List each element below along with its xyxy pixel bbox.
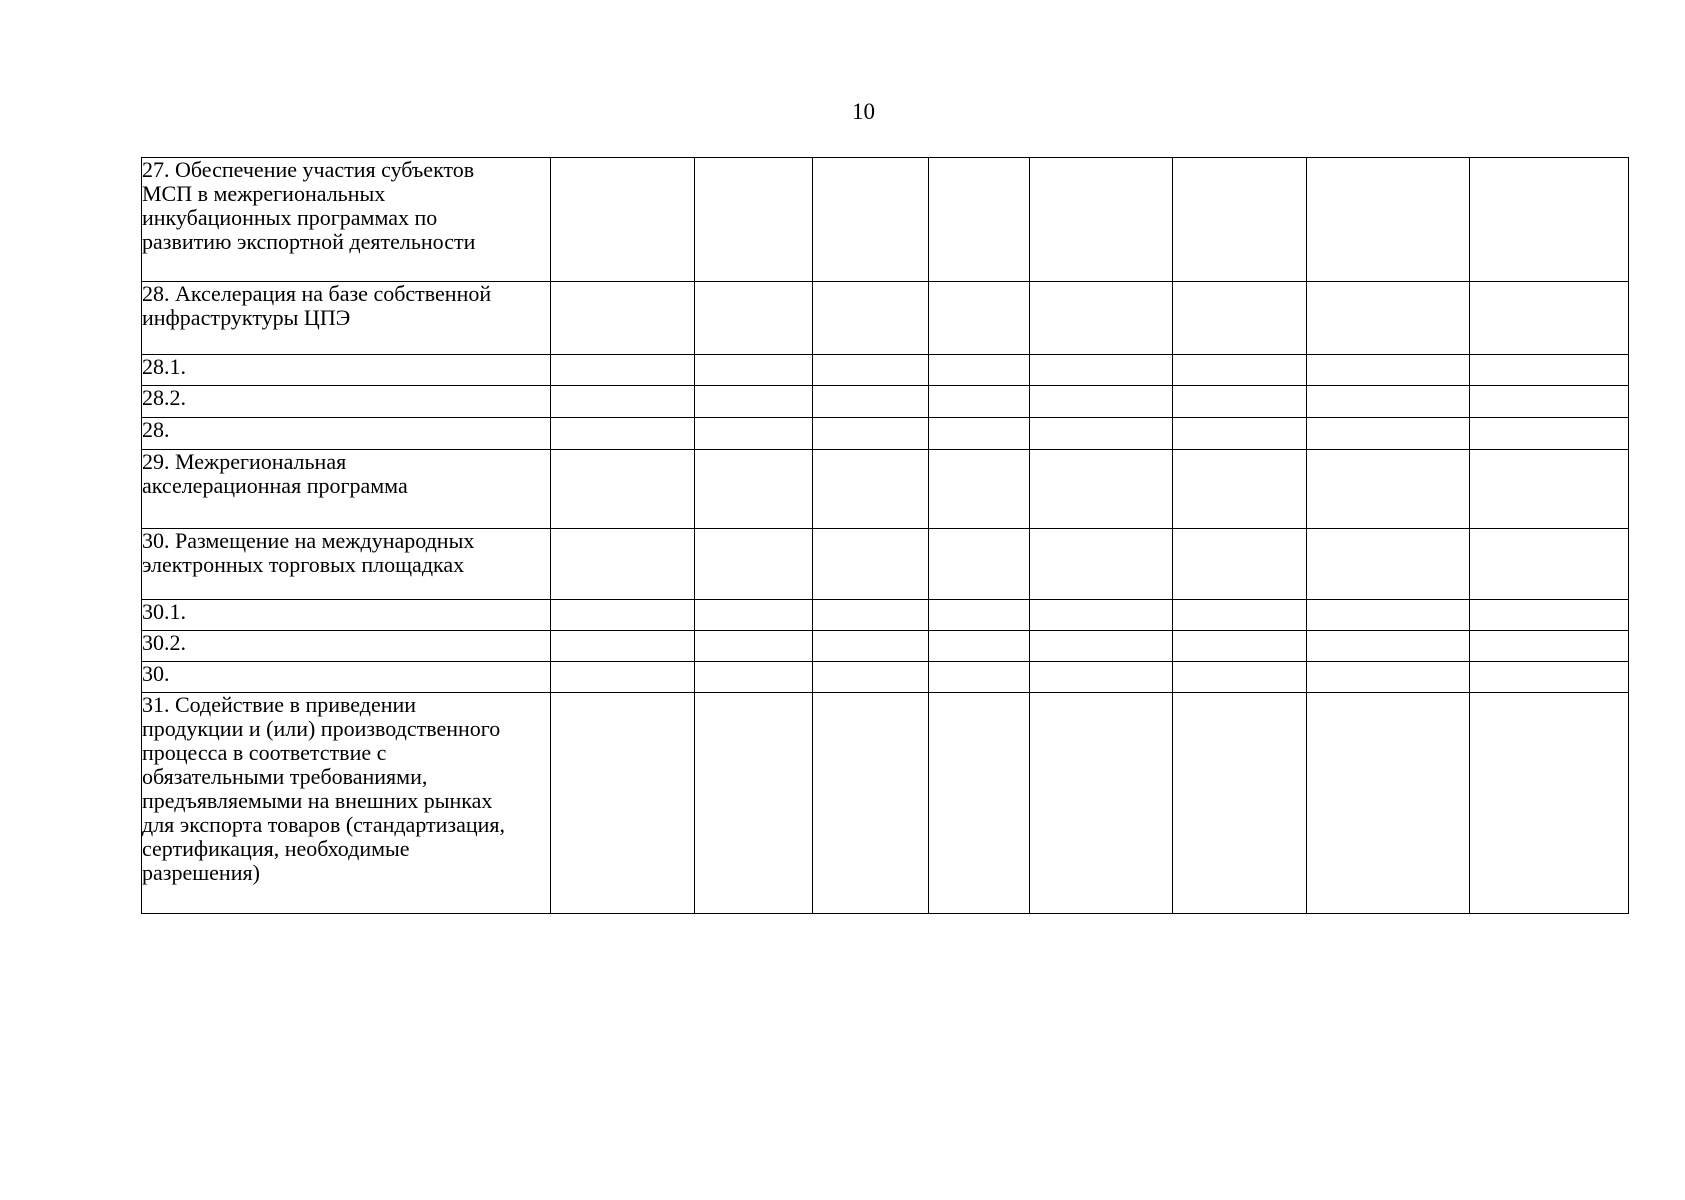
table-cell bbox=[1173, 662, 1307, 693]
row-label-text: 28. bbox=[142, 417, 170, 442]
row-label bbox=[142, 418, 551, 450]
table-cell bbox=[1307, 693, 1470, 914]
row-label-text: 27. Обеспечение участия субъектов МСП в межрегиональных инкубационных программах по развитию экспортной деятельности bbox=[142, 157, 476, 254]
table-cell bbox=[1173, 693, 1307, 914]
table-cell bbox=[1307, 355, 1470, 386]
table-cell bbox=[1173, 600, 1307, 631]
table-cell bbox=[1307, 600, 1470, 631]
row-label bbox=[142, 450, 551, 529]
row-label-text: 30. bbox=[142, 661, 170, 686]
table-cell bbox=[1030, 662, 1173, 693]
table-cell bbox=[1030, 529, 1173, 600]
row-label-text: 30.2. bbox=[142, 630, 186, 655]
table-cell bbox=[929, 418, 1030, 450]
table-cell bbox=[1470, 450, 1629, 529]
row-label bbox=[142, 631, 551, 662]
table-cell bbox=[813, 386, 929, 418]
table-cell bbox=[1307, 282, 1470, 355]
table-row bbox=[142, 418, 1629, 450]
table-cell bbox=[1470, 631, 1629, 662]
table-cell bbox=[1173, 631, 1307, 662]
table-cell bbox=[1030, 600, 1173, 631]
table-row bbox=[142, 662, 1629, 693]
row-label bbox=[142, 529, 551, 600]
page-number: 10 bbox=[852, 99, 875, 124]
row-label bbox=[142, 662, 551, 693]
table-cell bbox=[1307, 418, 1470, 450]
table-cell bbox=[929, 158, 1030, 282]
table-cell bbox=[551, 355, 695, 386]
row-label bbox=[142, 600, 551, 631]
table-row bbox=[142, 282, 1629, 355]
table-cell bbox=[551, 693, 695, 914]
table-cell bbox=[695, 693, 813, 914]
table-cell bbox=[695, 355, 813, 386]
table-row bbox=[142, 386, 1629, 418]
table-cell bbox=[1307, 158, 1470, 282]
table-row bbox=[142, 529, 1629, 600]
row-label-text: 30.1. bbox=[142, 599, 186, 624]
table-cell bbox=[695, 631, 813, 662]
table-cell bbox=[1173, 450, 1307, 529]
table-cell bbox=[1173, 529, 1307, 600]
table-cell bbox=[929, 450, 1030, 529]
table-cell bbox=[1470, 158, 1629, 282]
table-cell bbox=[695, 282, 813, 355]
table-cell bbox=[1030, 282, 1173, 355]
table-cell bbox=[551, 662, 695, 693]
table-cell bbox=[695, 158, 813, 282]
table-cell bbox=[1030, 158, 1173, 282]
table-cell bbox=[1470, 693, 1629, 914]
table-cell bbox=[1470, 282, 1629, 355]
table-cell bbox=[1307, 631, 1470, 662]
table-cell bbox=[813, 631, 929, 662]
table-cell bbox=[551, 600, 695, 631]
table-cell bbox=[1030, 631, 1173, 662]
table-cell bbox=[1030, 386, 1173, 418]
table-cell bbox=[929, 662, 1030, 693]
table-cell bbox=[551, 158, 695, 282]
table-cell bbox=[695, 450, 813, 529]
table-cell bbox=[1470, 529, 1629, 600]
row-label bbox=[142, 282, 551, 355]
table-row bbox=[142, 693, 1629, 914]
table-row bbox=[142, 450, 1629, 529]
row-label-text: 28. Акселерация на базе собственной инфраструктуры ЦПЭ bbox=[142, 281, 492, 330]
table-cell bbox=[1030, 355, 1173, 386]
table-cell bbox=[1307, 450, 1470, 529]
table-cell bbox=[695, 529, 813, 600]
table-cell bbox=[551, 450, 695, 529]
table-cell bbox=[551, 282, 695, 355]
table-cell bbox=[1030, 693, 1173, 914]
table-cell bbox=[1470, 386, 1629, 418]
table-cell bbox=[1173, 282, 1307, 355]
table-cell bbox=[929, 693, 1030, 914]
report-table bbox=[141, 157, 1629, 914]
table-row bbox=[142, 355, 1629, 386]
table-cell bbox=[1173, 418, 1307, 450]
table-row bbox=[142, 158, 1629, 282]
table-cell bbox=[813, 600, 929, 631]
table-cell bbox=[695, 600, 813, 631]
table-cell bbox=[813, 355, 929, 386]
row-label bbox=[142, 693, 551, 914]
table-cell bbox=[551, 631, 695, 662]
row-label bbox=[142, 386, 551, 418]
table-cell bbox=[551, 386, 695, 418]
table-cell bbox=[813, 282, 929, 355]
row-label-text: 31. Содействие в приведении продукции и (или) производственного процесса в соответствие с обязательными требованиями, предъявляемыми на внешних рынках для экспорта товаров (стандартизация, сертификация, необходимые разрешения) bbox=[142, 692, 506, 885]
table-cell bbox=[1470, 600, 1629, 631]
row-label-text: 29. Межрегиональная акселерационная программа bbox=[142, 449, 408, 498]
table-cell bbox=[551, 529, 695, 600]
row-label-text: 30. Размещение на международных электронных торговых площадках bbox=[142, 528, 475, 577]
table-cell bbox=[813, 450, 929, 529]
table-cell bbox=[929, 600, 1030, 631]
table-cell bbox=[813, 662, 929, 693]
row-label bbox=[142, 158, 551, 282]
table-cell bbox=[813, 529, 929, 600]
table-row bbox=[142, 631, 1629, 662]
table-cell bbox=[551, 418, 695, 450]
table-cell bbox=[695, 386, 813, 418]
table-row bbox=[142, 600, 1629, 631]
table-cell bbox=[1470, 662, 1629, 693]
table-cell bbox=[929, 631, 1030, 662]
table-cell bbox=[1470, 418, 1629, 450]
table-cell bbox=[1030, 450, 1173, 529]
row-label-text: 28.2. bbox=[142, 385, 186, 410]
table-cell bbox=[1307, 662, 1470, 693]
table-cell bbox=[929, 282, 1030, 355]
table-cell bbox=[1307, 529, 1470, 600]
table-cell bbox=[695, 662, 813, 693]
row-label bbox=[142, 355, 551, 386]
table-cell bbox=[1470, 355, 1629, 386]
table-cell bbox=[1030, 418, 1173, 450]
table-cell bbox=[695, 418, 813, 450]
table-cell bbox=[813, 693, 929, 914]
table-cell bbox=[1173, 355, 1307, 386]
table-cell bbox=[1307, 386, 1470, 418]
table-cell bbox=[929, 355, 1030, 386]
table-cell bbox=[929, 529, 1030, 600]
table-cell bbox=[929, 386, 1030, 418]
table-cell bbox=[813, 418, 929, 450]
table-cell bbox=[1173, 386, 1307, 418]
table-cell bbox=[813, 158, 929, 282]
table-cell bbox=[1173, 158, 1307, 282]
row-label-text: 28.1. bbox=[142, 354, 186, 379]
